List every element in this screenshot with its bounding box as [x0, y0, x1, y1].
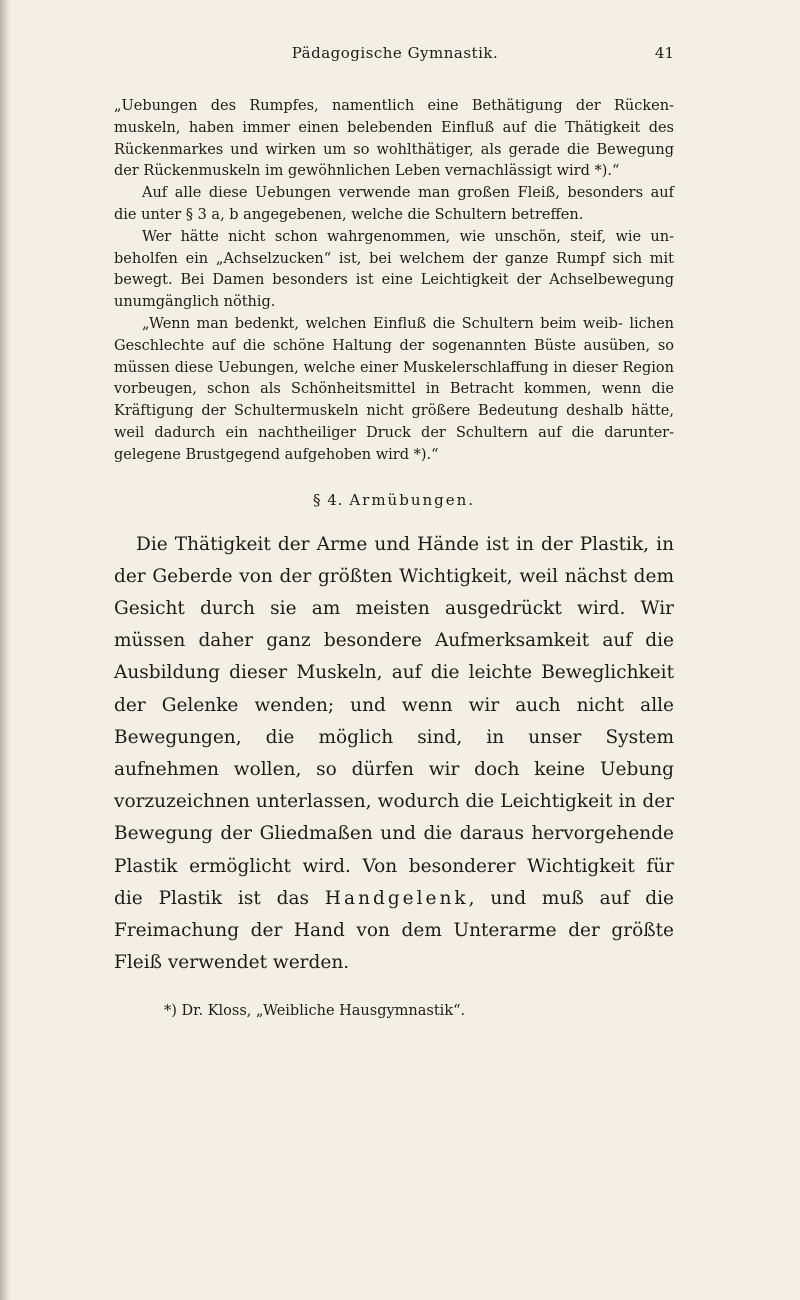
section-heading — [114, 491, 674, 509]
main-text-part-2: , und muß auf die Freimachung der Hand von dem Unterarme der größte Fleiß verwendet werden. — [114, 887, 674, 974]
page-number: 41 — [654, 44, 674, 62]
section-title: Armübungen. — [349, 490, 476, 509]
binding-shadow — [0, 0, 12, 1300]
main-paragraph — [114, 529, 674, 980]
body-text — [114, 96, 674, 979]
section-number: § 4. — [312, 490, 344, 509]
paragraph-2: Auf alle diese Uebungen verwende man großen Fleiß, besonders auf die unter § 3 a, b angegebenen, welche die Schultern betreffen. — [114, 185, 674, 223]
page-header — [116, 44, 674, 68]
emphasized-term: Handgelenk — [324, 887, 469, 909]
main-text-part-1: Die Thätigkeit der Arme und Hände ist in der Plastik, in der Geberde von der größten Wichtigkeit, weil nächst dem Gesicht durch sie am meisten ausgedrückt wird. Wir müssen daher ganz besondere Aufmerksamkeit auf die Ausbildung dieser Muskeln, auf die leichte Beweglichkeit der Gelenke wenden; und wenn wir auch nicht alle Bewegungen, die möglich sind, in unser System aufnehmen wollen, so dürfen wir doch keine Uebung vorzuzeichnen unterlassen, wodurch die Leichtigkeit in der Bewegung der Gliedmaßen und die daraus hervorgehende Plastik ermöglicht wird. Von besonderer Wichtigkeit für die Plastik ist das — [114, 533, 674, 909]
quote-paragraph-4: „Wenn man bedenkt, welchen Einfluß die Schultern beim weib- lichen Geschlechte auf die schöne Haltung der sogenannten Büste ausüben, so müssen diese Uebungen, welche einer Muskelerschlaffung in dieser Region vorbeugen, schon als Schönheitsmittel in Betracht kommen, wenn die Kräftigung der Schultermuskeln nicht größere Bedeutung deshalb hätte, weil dadurch ein nachtheiliger Druck der Schultern auf die darunter- gelegene Brustgegend aufgehoben wird *).“ — [114, 315, 674, 463]
paragraph-3: Wer hätte nicht schon wahrgenommen, wie unschön, steif, wie un- beholfen ein „Achselzucken“ ist, bei welchem der ganze Rumpf sich mit bewegt. Bei Damen besonders ist eine Leichtigkeit der Achselbewegung unumgänglich nöthig. — [114, 228, 674, 311]
running-title: Pädagogische Gymnastik. — [291, 44, 499, 62]
quote-paragraph-1: „Uebungen des Rumpfes, namentlich eine Bethätigung der Rücken- muskeln, haben immer einen belebenden Einfluß auf die Thätigkeit des Rückenmarkes und wirken um so wohlthätiger, als gerade die Bewegung der Rückenmuskeln im gewöhnlichen Leben vernachlässigt wird *).“ — [114, 98, 674, 180]
footnote: *) Dr. Kloss, „Weibliche Hausgymnastik“. — [164, 1003, 466, 1019]
